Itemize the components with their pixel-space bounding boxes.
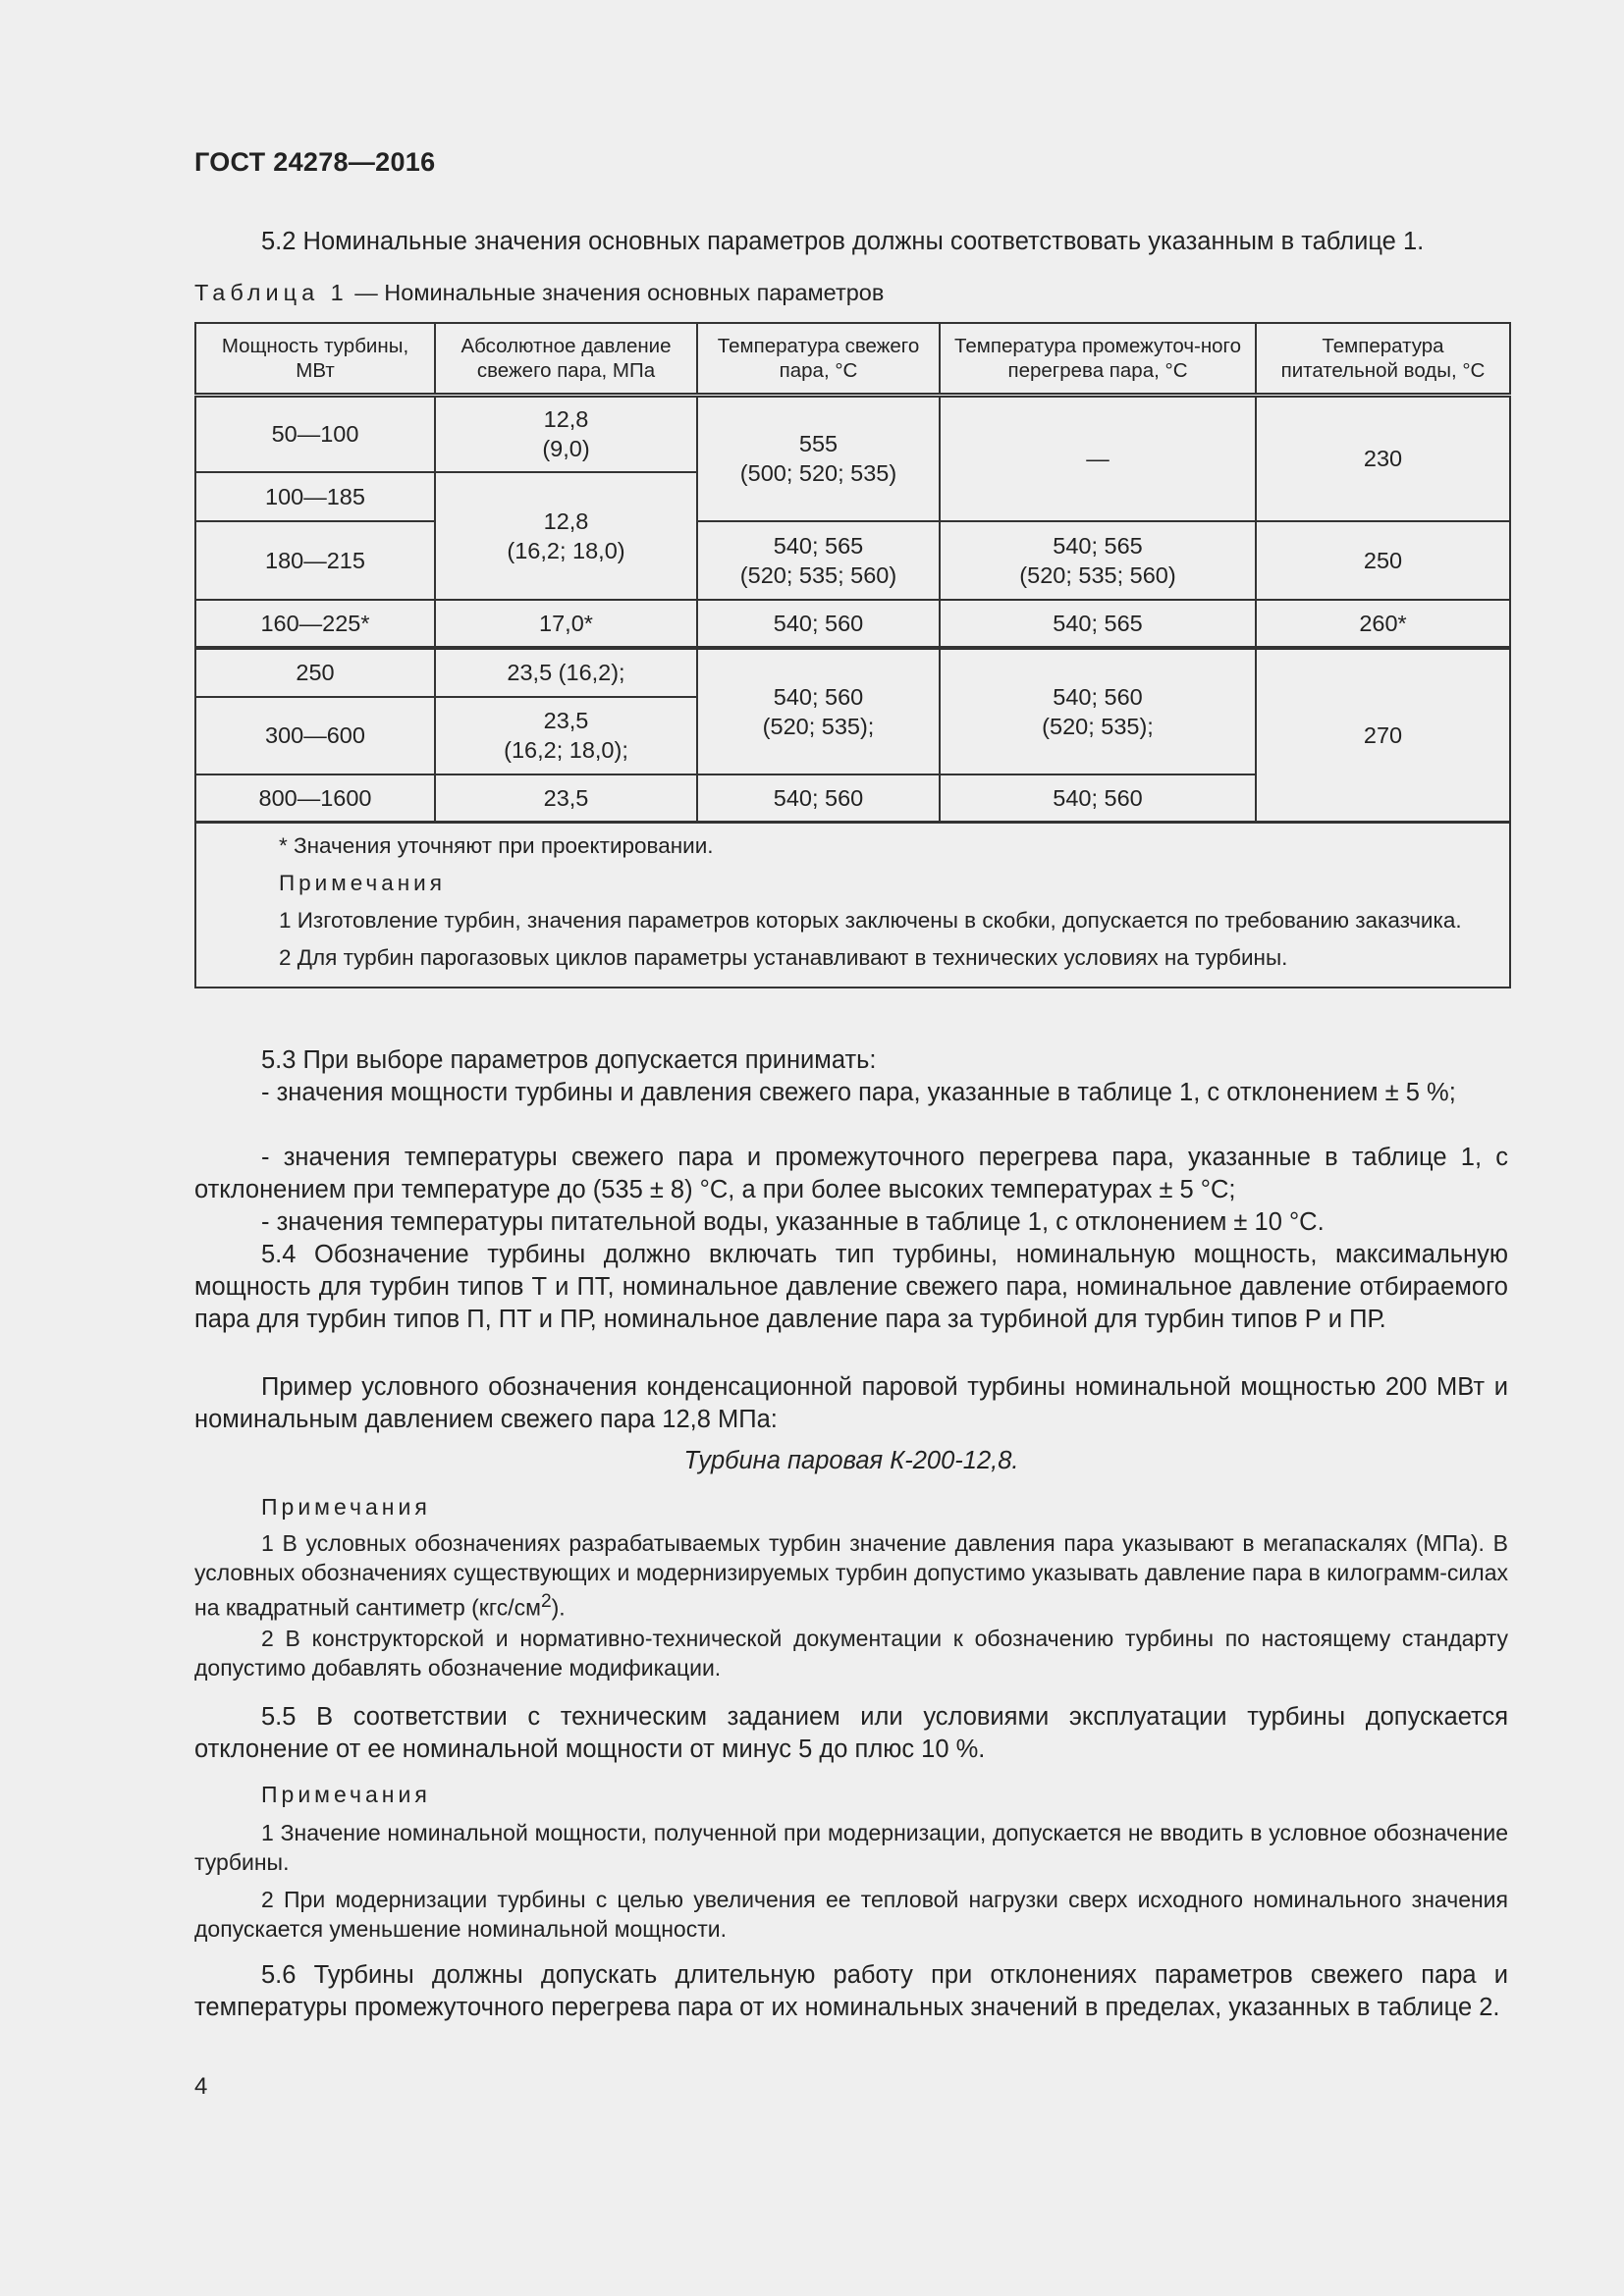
paragraph-5-5: 5.5 В соответствии с техническим заданием или условиями эксплуатации турбины допускается отклонение от ее номинальной мощности от минус 5 до плюс 10 %. (194, 1703, 1508, 1763)
cell-line: (500; 520; 535) (739, 460, 897, 487)
paragraph-5-4: 5.4 Обозначение турбины должно включать тип турбины, номинальную мощность, максимальную мощность для турбин типов Т и ПТ, номинальное давление свежего пара, номинальное давление отбираемого пара для турбин типов П, ПТ и ПР, номинальное давление пара за турбиной для турбин типов Р и ПР. (194, 1241, 1508, 1333)
table-row (195, 521, 1510, 600)
table-cell (697, 648, 940, 774)
table-cell: 800—1600 (195, 774, 435, 823)
note-1-end: ). (551, 1594, 566, 1621)
table-notes-row (195, 823, 1510, 988)
cell-line: 540; 565 (1053, 532, 1143, 559)
column-header: Температура питательной воды, °С (1256, 323, 1510, 396)
table-cell: 540; 560 (697, 774, 940, 823)
cell-line: (520; 535); (762, 713, 875, 739)
table-cell: 230 (1256, 396, 1510, 521)
table-caption-label: Таблица 1 (194, 280, 349, 305)
page-number: 4 (194, 2073, 208, 2100)
table-cell: 100—185 (195, 472, 435, 521)
cell-line: 23,5 (543, 708, 589, 733)
cell-line: (16,2; 18,0); (504, 737, 628, 763)
cell-line: 12,8 (543, 406, 589, 433)
column-header: Температура промежуточ-ного перегрева пара, °С (940, 323, 1256, 396)
cell-line: (9,0) (542, 436, 590, 462)
cell-line: 540; 560 (773, 683, 864, 710)
cell-line: (520; 535; 560) (1019, 561, 1176, 588)
table-row (195, 396, 1510, 472)
table-cell (435, 396, 697, 472)
cell-line: (16,2; 18,0) (507, 537, 625, 563)
table-cell (697, 396, 940, 521)
note-2: 2 При модернизации турбины с целью увеличения ее тепловой нагрузки сверх исходного номинального значения допускается уменьшение номинальной мощности. (194, 1887, 1508, 1942)
cell-line: (520; 535; 560) (739, 561, 897, 588)
table-cell: 250 (1256, 521, 1510, 600)
note-1: 1 Значение номинальной мощности, полученной при модернизации, допускается не вводить в условное обозначение турбины. (194, 1820, 1508, 1875)
table-cell: 540; 560 (697, 600, 940, 648)
paragraph-5-6: 5.6 Турбины должны допускать длительную работу при отклонениях параметров свежего пара и температуры промежуточного перегрева пара от их номинальных значений в пределах, указанных в таблице 2. (194, 1961, 1508, 2021)
cell-line: 12,8 (543, 507, 589, 534)
table-notes-title: Примечания (279, 871, 446, 895)
table-cell: 23,5 (435, 774, 697, 823)
parameters-table (194, 322, 1511, 988)
note-1-text: 1 В условных обозначениях разрабатываемых турбин значение давления пара указывают в мегапаскалях (МПа). В условных обозначениях существующих и модернизируемых турбин допустимо указывать давление пара в килограмм-силах на квадратный сантиметр (кгс/см (194, 1530, 1508, 1621)
table-note-2: 2 Для турбин парогазовых циклов параметры устанавливают в технических условиях на турбины. (279, 945, 1288, 970)
paragraph-5-3-item-3: - значения температуры питательной воды, указанные в таблице 1, с отклонением ± 10 °С. (261, 1208, 1325, 1236)
table-notes (195, 823, 1510, 988)
paragraph-5-3-item-2: - значения температуры свежего пара и промежуточного перегрева пара, указанные в таблице 1, с отклонением при температуре до (535 ± 8) °С, а при более высоких температурах ± 5 °С; (194, 1144, 1508, 1203)
table-cell: 540; 560 (940, 774, 1256, 823)
notes-title: Примечания (261, 1494, 431, 1520)
paragraph-5-3-item-1: - значения мощности турбины и давления свежего пара, указанные в таблице 1, с отклонением ± 5 %; (261, 1079, 1456, 1106)
table-cell: 250 (195, 648, 435, 697)
table-cell: 160—225* (195, 600, 435, 648)
table-row (195, 648, 1510, 697)
table-cell (940, 648, 1256, 774)
table-cell: 180—215 (195, 521, 435, 600)
table-cell: 23,5 (16,2); (435, 648, 697, 697)
table-note-1: 1 Изготовление турбин, значения параметров которых заключены в скобки, допускается по требованию заказчика. (279, 908, 1462, 933)
note-2: 2 В конструкторской и нормативно-технической документации к обозначению турбины по настоящему стандарту допустимо добавлять обозначение модификации. (194, 1626, 1508, 1681)
table-cell (697, 521, 940, 600)
example-designation: Турбина паровая К-200-12,8. (683, 1447, 1019, 1474)
table-row (195, 600, 1510, 648)
table-caption (194, 280, 884, 306)
column-header: Абсолютное давление свежего пара, МПа (435, 323, 697, 396)
table-cell: — (940, 396, 1256, 521)
table-cell: 300—600 (195, 697, 435, 774)
table-cell: 270 (1256, 648, 1510, 823)
table-header-row (195, 323, 1510, 396)
column-header: Температура свежего пара, °С (697, 323, 940, 396)
example-paragraph: Пример условного обозначения конденсационной паровой турбины номинальной мощностью 200 МВт и номинальным давлением свежего пара 12,8 МПа: (194, 1373, 1508, 1433)
note-1 (194, 1528, 1508, 1623)
column-header: Мощность турбины, МВт (195, 323, 435, 396)
cell-line: (520; 535); (1042, 713, 1154, 739)
table-cell (435, 697, 697, 774)
notes-title: Примечания (261, 1782, 431, 1807)
cell-line: 540; 565 (773, 532, 864, 559)
table-cell: 50—100 (195, 396, 435, 472)
cell-line: 540; 560 (1053, 683, 1143, 710)
paragraph-5-3-intro: 5.3 При выборе параметров допускается принимать: (261, 1046, 877, 1074)
table-cell: 540; 565 (940, 600, 1256, 648)
note-1-superscript: 2 (540, 1591, 552, 1612)
cell-line: 555 (798, 431, 839, 457)
standard-header: ГОСТ 24278—2016 (194, 147, 436, 177)
paragraph-5-2: 5.2 Номинальные значения основных параметров должны соответствовать указанным в таблице 1. (261, 228, 1425, 255)
table-footnote: * Значения уточняют при проектировании. (279, 833, 714, 858)
table-caption-text: — Номинальные значения основных параметров (348, 280, 885, 305)
table-cell: 17,0* (435, 600, 697, 648)
table-cell (940, 521, 1256, 600)
table-cell (435, 472, 697, 600)
table-cell: 260* (1256, 600, 1510, 648)
